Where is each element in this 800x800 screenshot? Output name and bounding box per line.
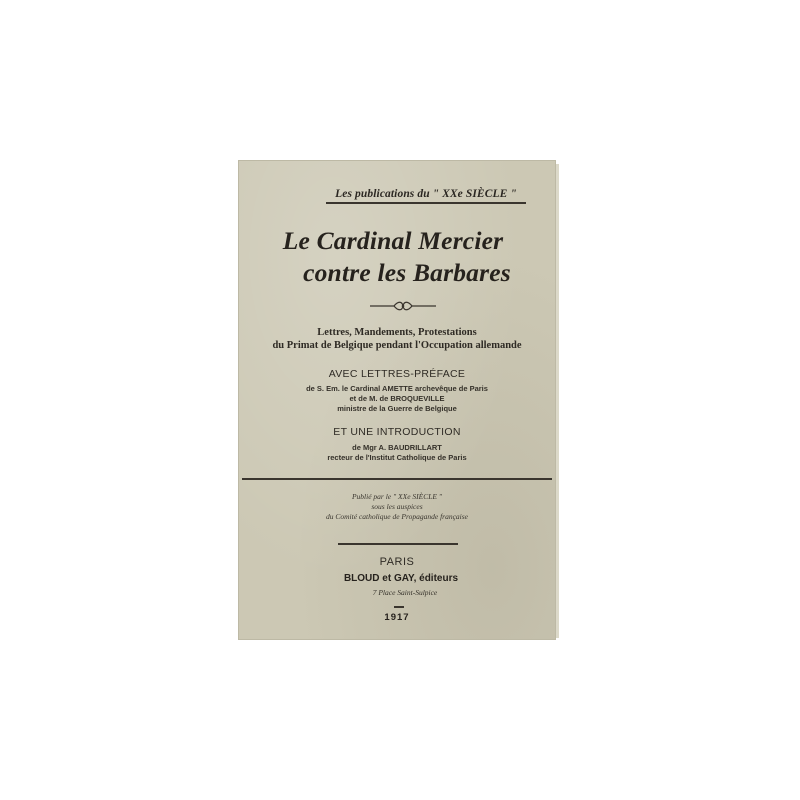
subtitle-line-2: du Primat de Belgique pendant l'Occupation allemande xyxy=(272,340,522,351)
publie-line-3: du Comité catholique de Propagande française xyxy=(326,512,468,521)
book-cover xyxy=(238,160,556,640)
introduction-heading: ET UNE INTRODUCTION xyxy=(333,426,461,438)
divider-top xyxy=(242,478,552,480)
flourish-ornament-icon xyxy=(368,300,438,312)
series-underline xyxy=(326,202,526,204)
publication-note xyxy=(238,492,556,522)
imprint-city: PARIS xyxy=(379,556,415,568)
subtitle xyxy=(238,326,556,352)
series-label: Les publications du " XXe SIÈCLE " xyxy=(335,188,517,200)
introduction-details xyxy=(238,443,556,463)
title-line-2: contre les Barbares xyxy=(303,258,511,287)
preface-heading: AVEC LETTRES-PRÉFACE xyxy=(328,368,466,380)
publie-line-2: sous les auspices xyxy=(371,502,423,511)
subtitle-line-1: Lettres, Mandements, Protestations xyxy=(317,327,477,338)
preface-line-3: ministre de la Guerre de Belgique xyxy=(337,404,457,413)
intro-line-1: de Mgr A. BAUDRILLART xyxy=(352,443,442,452)
intro-line-2: recteur de l'Institut Catholique de Paris xyxy=(327,453,467,462)
title-line-1: Le Cardinal Mercier xyxy=(282,226,504,255)
divider-bottom xyxy=(338,543,458,545)
preface-line-1: de S. Em. le Cardinal AMETTE archevêque de Paris xyxy=(306,384,488,393)
imprint-year: 1917 xyxy=(384,612,410,623)
publie-line-1: Publié par le " XXe SIÈCLE " xyxy=(351,492,443,501)
preface-line-2: et de M. de BROQUEVILLE xyxy=(349,394,445,403)
imprint-address: 7 Place Saint-Sulpice xyxy=(372,588,438,597)
preface-details xyxy=(238,384,556,414)
imprint-publisher: BLOUD et GAY, éditeurs xyxy=(343,573,459,584)
year-dash xyxy=(394,606,404,608)
series-banner xyxy=(326,188,526,204)
